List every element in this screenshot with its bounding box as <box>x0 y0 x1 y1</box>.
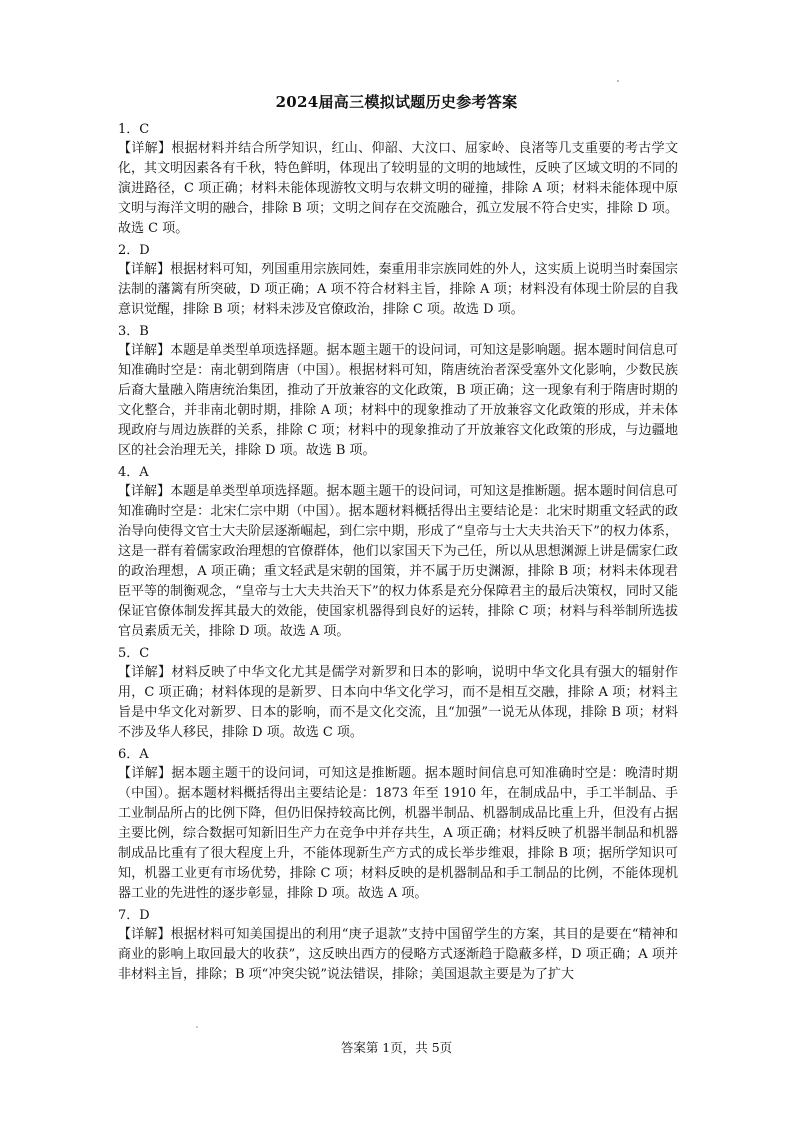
answer-explanation: 【详解】根据材料可知美国提出的利用“庚子退款”支持中国留学生的方案，其目的是要在“精神和商业的影响上取回最大的收获”，这反映出西方的侵略方式逐渐趋于隐蔽多样，D 项正确；A 项并非材料主旨，排除；B 项“冲突尖锐”说法错误，排除；美国退款主要是为了扩大 <box>118 927 678 982</box>
answer-list <box>118 118 678 987</box>
answer-explanation: 【详解】根据材料可知，列国重用宗族同姓，秦重用非宗族同姓的外人，这实质上说明当时秦国宗法制的藩篱有所突破，D 项正确；A 项不符合材料主旨，排除 A 项；材料没有体现士阶层的自我意识觉醒，排除 B 项；材料未涉及官僚政治，排除 C 项。故选 D 项。 <box>118 262 678 317</box>
answer-item <box>118 906 678 985</box>
question-number: 6．A <box>118 747 149 762</box>
question-number: 5．C <box>118 646 150 661</box>
scan-speck <box>196 1026 198 1028</box>
answer-explanation: 【详解】根据材料并结合所学知识，红山、仰韶、大汶口、屈家岭、良渚等几支重要的考古学文化，其文明因素各有千秋，特色鲜明，体现出了较明显的文明的地域性，反映了区域文明的不同的演进路径，C 项正确；材料未能体现游牧文明与农耕文明的碰撞，排除 A 项；材料未能体现中原文明与海洋文明的融合，排除 B 项；文明之间存在交流融合，孤立发展不符合史实，排除 D 项。故选 C 项。 <box>118 141 678 236</box>
question-number: 7．D <box>118 908 150 923</box>
question-number: 4．A <box>118 465 149 480</box>
answer-item <box>118 120 678 239</box>
document-title: 2024届高三模拟试题历史参考答案 <box>275 93 518 111</box>
answer-explanation: 【详解】据本题主题干的设问词，可知这是推断题。据本题时间信息可知准确时空是：晚清时期（中国）。据本题材料概括得出主要结论是：1873 年至 1910 年，在制成品中，手工半制品、手工业制品所占的比例下降，但仍旧保持较高比例，机器半制品、机器制成品比重上升，但没有占据主要比例，综合数据可知新旧生产力在竞争中并存共生，A 项正确；材料反映了机器半制品和机器制成品比重有了很大程度上升，不能体现新生产方式的成长举步维艰，排除 B 项；据所学知识可知，机器工业更有市场优势，排除 C 项；材料反映的是机器制品和手工制品的比例，不能体现机器工业的先进性的逐步彰显，排除 D 项。故选 A 项。 <box>118 766 678 901</box>
answer-item <box>118 322 678 461</box>
page-footer: 答案第 1页，共 5页 <box>340 1040 453 1055</box>
answer-item <box>118 644 678 743</box>
question-number: 2．D <box>118 243 150 258</box>
scan-speck <box>617 80 619 82</box>
answer-item <box>118 241 678 320</box>
question-number: 1．C <box>118 122 150 137</box>
answer-item <box>118 463 678 642</box>
answer-explanation: 【详解】本题是单类型单项选择题。据本题主题干的设问词，可知这是影响题。据本题时间信息可知准确时空是：南北朝到隋唐（中国）。根据材料可知，隋唐统治者深受塞外文化影响，少数民族后裔大量融入隋唐统治集团，推动了开放兼容的文化政策，B 项正确；这一现象有利于隋唐时期的文化整合，并非南北朝时期，排除 A 项；材料中的现象推动了开放兼容文化政策的形成，并未体现政府与周边族群的关系，排除 C 项；材料中的现象推动了开放兼容文化政策的形成，与边疆地区的社会治理无关，排除 D 项。故选 B 项。 <box>118 343 678 458</box>
answer-explanation: 【详解】本题是单类型单项选择题。据本题主题干的设问词，可知这是推断题。据本题时间信息可知准确时空是：北宋仁宗中期（中国）。据本题材料概括得出主要结论是：北宋时期重文轻武的政治导向使得文官士大夫阶层逐渐崛起，到仁宗中期，形成了“皇帝与士大夫共治天下”的权力体系，这是一群有着儒家政治理想的官僚群体，他们以家国天下为己任，所以从思想渊源上讲是儒家仁政的政治理想，A 项正确；重文轻武是宋朝的国策，并不属于历史渊源，排除 B 项；材料未体现君臣平等的制衡观念，“皇帝与士大夫共治天下”的权力体系是充分保障君主的最后决策权，同时又能保证官僚体制发挥其最大的效能，使国家机器得到良好的运转，排除 C 项；材料与科举制所选拔官员素质无关，排除 D 项。故选 A 项。 <box>118 484 678 639</box>
question-number: 3．B <box>118 324 149 339</box>
answer-item <box>118 745 678 904</box>
answer-explanation: 【详解】材料反映了中华文化尤其是儒学对新罗和日本的影响，说明中华文化具有强大的辐射作用，C 项正确；材料体现的是新罗、日本向中华文化学习，而不是相互交融，排除 A 项；材料主旨是中华文化对新罗、日本的影响，而不是文化交流，且“加强”一说无从体现，排除 B 项；材料不涉及华人移民，排除 D 项。故选 C 项。 <box>118 665 678 740</box>
